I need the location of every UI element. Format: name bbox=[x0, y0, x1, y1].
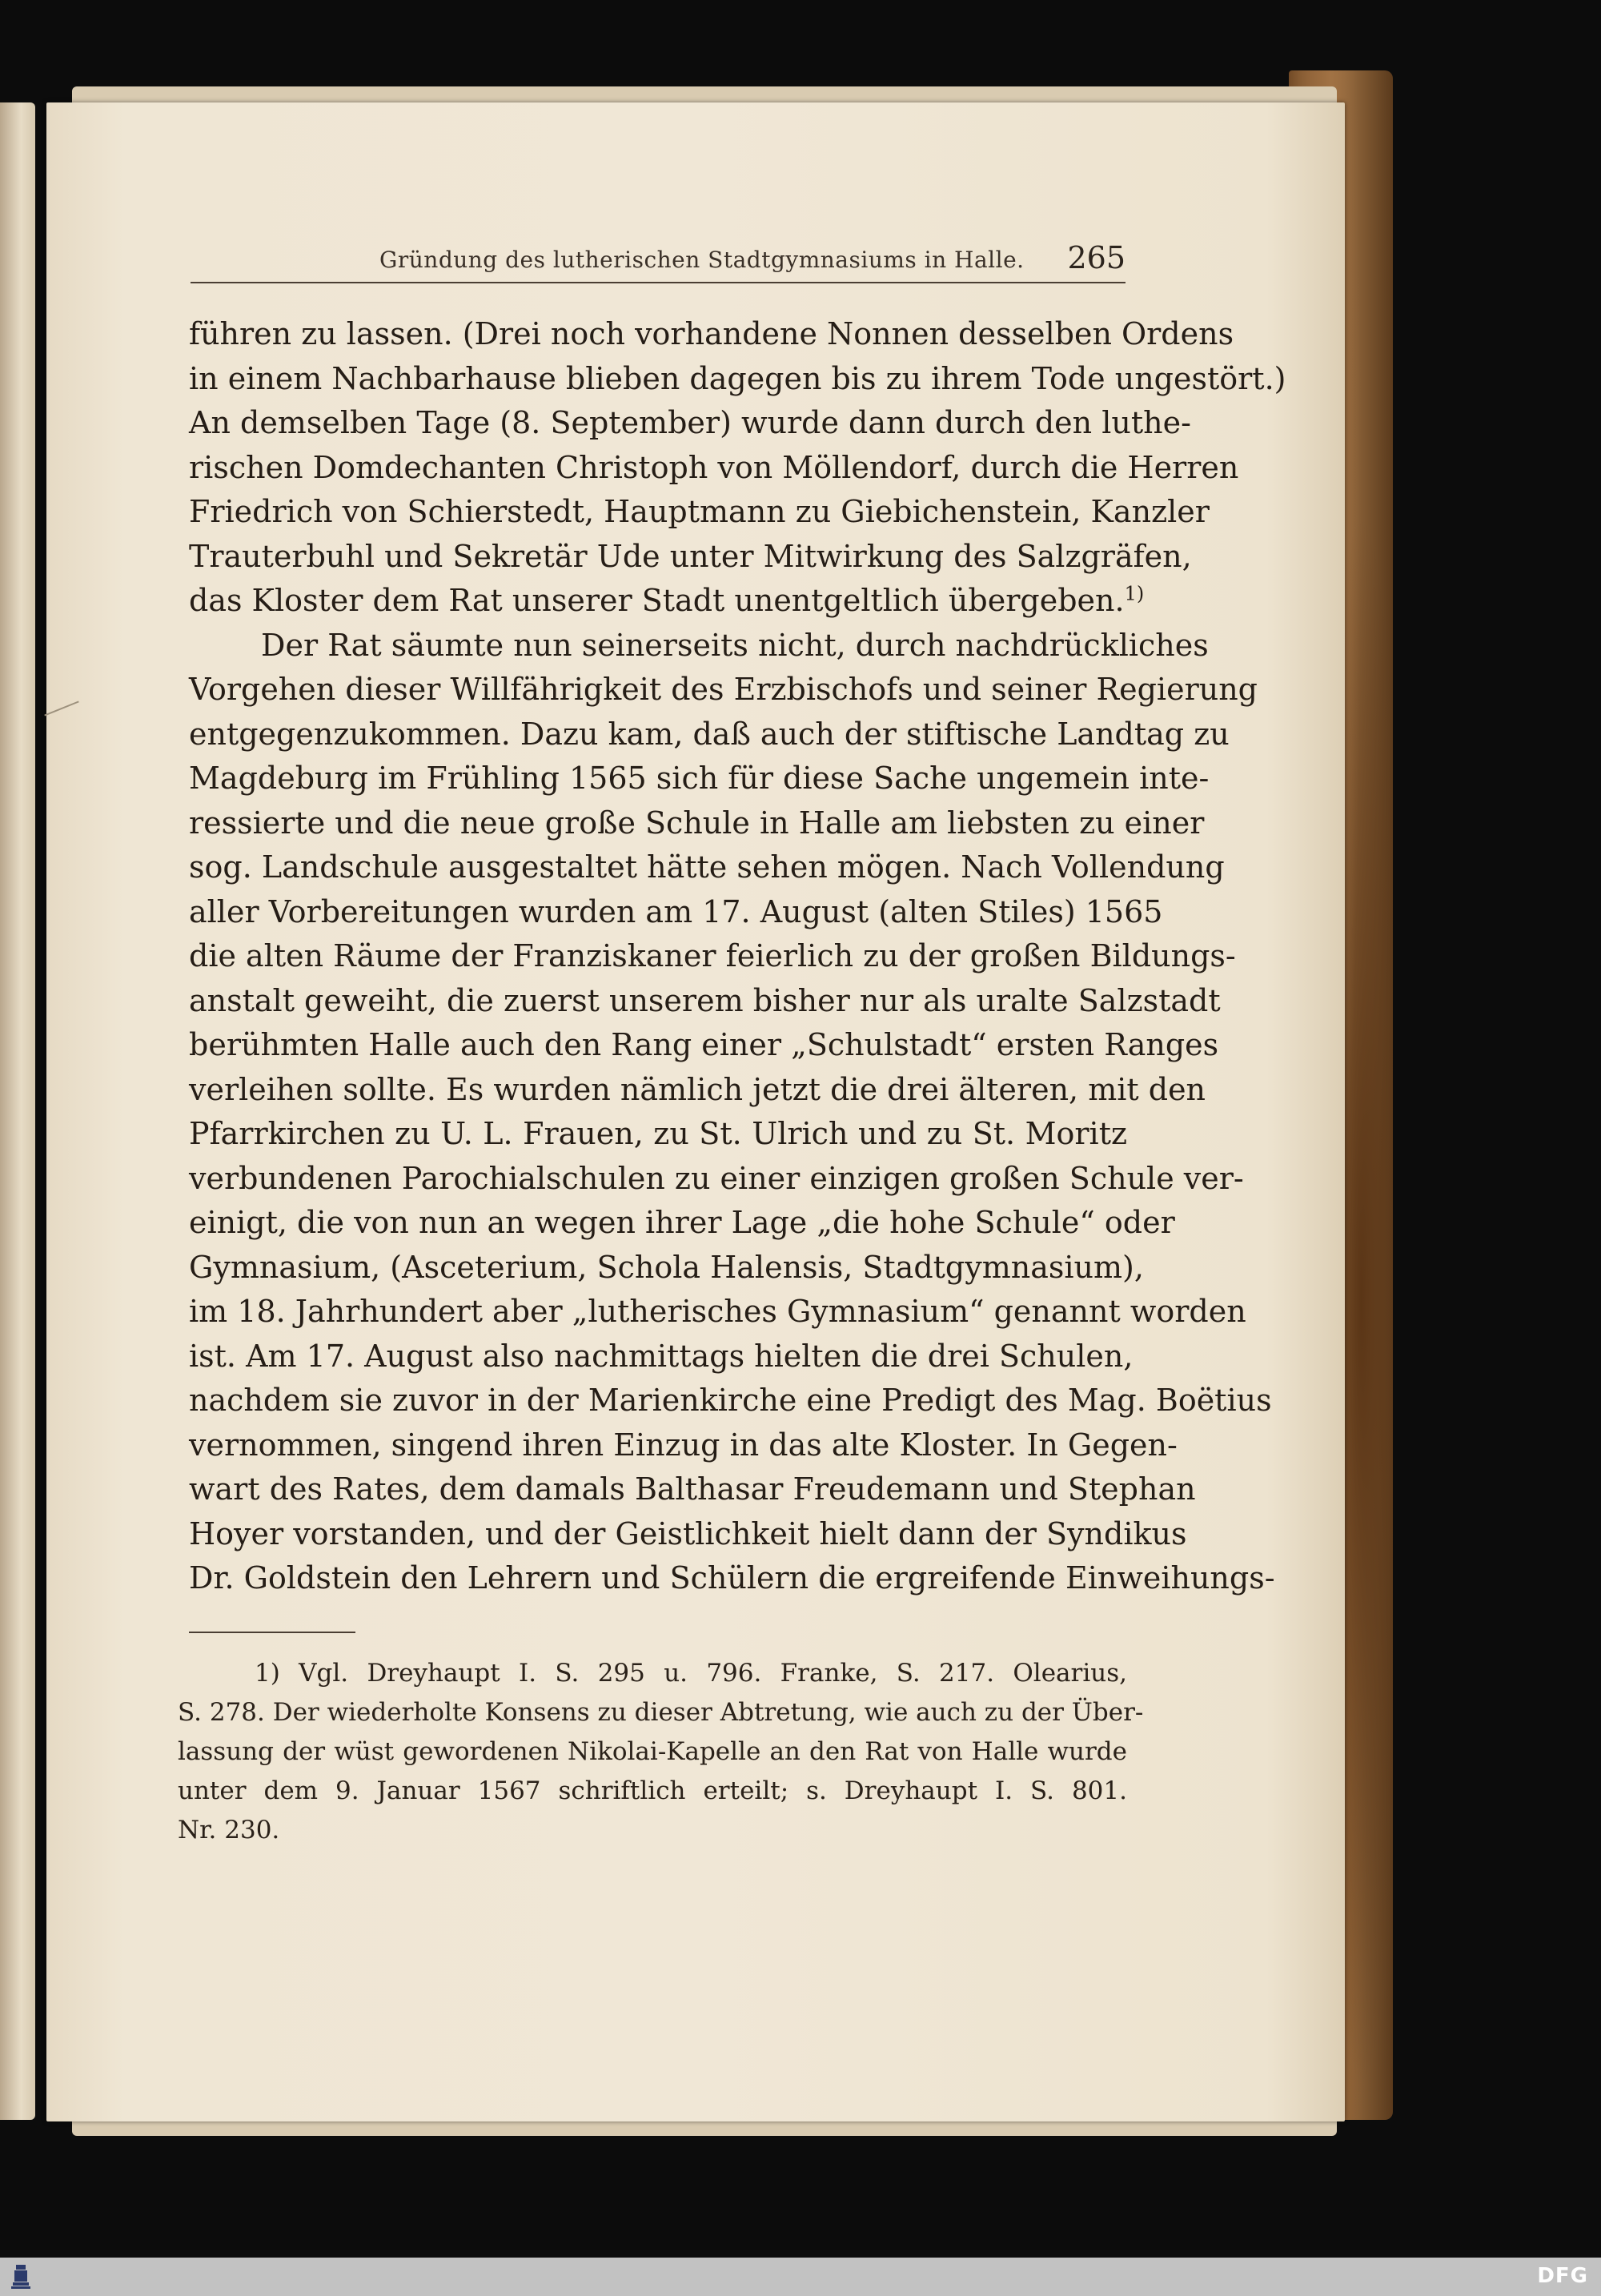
text-line: verbundenen Parochialschulen zu einer einzigen großen Schule ver- bbox=[189, 1160, 1244, 1196]
page-header bbox=[191, 237, 1126, 283]
footnote-line: S. 278. Der wiederholte Konsens zu dieser Abtretung, wie auch zu der Über- bbox=[178, 1698, 1144, 1727]
page-number: 265 bbox=[1067, 240, 1126, 275]
text-line: wart des Rates, dem damals Balthasar Freudemann und Stephan bbox=[189, 1471, 1196, 1507]
text-line: aller Vorbereitungen wurden am 17. August (alten Stiles) 1565 bbox=[189, 893, 1163, 929]
text-line-content: das Kloster dem Rat unserer Stadt unentgeltlich übergeben. bbox=[189, 583, 1125, 618]
text-line: anstalt geweiht, die zuerst unserem bisher nur als uralte Salzstadt bbox=[189, 982, 1221, 1018]
text-line: Trauterbuhl und Sekretär Ude unter Mitwirkung des Salzgräfen, bbox=[189, 538, 1192, 574]
text-line: Gymnasium, (Asceterium, Schola Halensis, Stadtgymnasium), bbox=[189, 1249, 1144, 1285]
text-line: im 18. Jahrhundert aber „lutherisches Gymnasium“ genannt worden bbox=[189, 1294, 1246, 1329]
footnote-line: unter dem 9. Januar 1567 schriftlich erteilt; s. Dreyhaupt I. S. 801. bbox=[178, 1776, 1127, 1805]
text-line: Vorgehen dieser Willfährigkeit des Erzbischofs und seiner Regierung bbox=[189, 672, 1258, 707]
text-line: ressierte und die neue große Schule in Halle am liebsten zu einer bbox=[189, 805, 1205, 841]
dfg-logo: DFG bbox=[1537, 2264, 1588, 2288]
main-text bbox=[189, 312, 1286, 1601]
text-line: die alten Räume der Franziskaner feierlich zu der großen Bildungs- bbox=[189, 938, 1236, 973]
text-line: verleihen sollte. Es wurden nämlich jetzt die drei älteren, mit den bbox=[189, 1071, 1206, 1107]
text-line: führen zu lassen. (Drei noch vorhandene Nonnen desselben Ordens bbox=[189, 316, 1234, 351]
text-line: Dr. Goldstein den Lehrern und Schülern die ergreifende Einweihungs- bbox=[189, 1560, 1275, 1596]
footnotes bbox=[178, 1654, 1144, 1850]
text-line: Der Rat säumte nun seinerseits nicht, durch nachdrückliches bbox=[261, 627, 1209, 663]
text-line: Magdeburg im Frühling 1565 sich für diese Sache ungemein inte- bbox=[189, 761, 1210, 796]
text-line-with-footnote-ref bbox=[189, 579, 1145, 624]
viewer-footer-bar bbox=[0, 2258, 1601, 2296]
text-line: vernommen, singend ihren Einzug in das alte Kloster. In Gegen- bbox=[189, 1427, 1178, 1463]
text-line: entgegenzukommen. Dazu kam, daß auch der stiftische Landtag zu bbox=[189, 716, 1230, 752]
footnote-line: Nr. 230. bbox=[178, 1816, 280, 1844]
text-line: Pfarrkirchen zu U. L. Frauen, zu St. Ulrich und zu St. Moritz bbox=[189, 1116, 1127, 1151]
text-line: Friedrich von Schierstedt, Hauptmann zu Giebichenstein, Kanzler bbox=[189, 494, 1210, 529]
footnote-line: 1) Vgl. Dreyhaupt I. S. 295 u. 796. Franke, S. 217. Olearius, bbox=[255, 1659, 1127, 1688]
text-line: ist. Am 17. August also nachmittags hielten die drei Schulen, bbox=[189, 1338, 1134, 1374]
footnote-reference: 1) bbox=[1124, 582, 1145, 605]
text-line: berühmten Halle auch den Rang einer „Schulstadt“ ersten Ranges bbox=[189, 1027, 1219, 1062]
text-line: nachdem sie zuvor in der Marienkirche eine Predigt des Mag. Boëtius bbox=[189, 1383, 1272, 1418]
footnote-divider bbox=[189, 1632, 355, 1633]
text-line: rischen Domdechanten Christoph von Möllendorf, durch die Herren bbox=[189, 449, 1239, 485]
previous-page-edge bbox=[0, 102, 35, 2120]
library-crest-icon bbox=[5, 2262, 37, 2291]
text-line: einigt, die von nun an wegen ihrer Lage „die hohe Schule“ oder bbox=[189, 1205, 1175, 1240]
running-title: Gründung des lutherischen Stadtgymnasiums in Halle. bbox=[379, 247, 1025, 273]
text-line: An demselben Tage (8. September) wurde dann durch den luthe- bbox=[189, 405, 1191, 440]
footnote-line: lassung der wüst gewordenen Nikolai-Kapelle an den Rat von Halle wurde bbox=[178, 1737, 1127, 1766]
text-line: sog. Landschule ausgestaltet hätte sehen mögen. Nach Vollendung bbox=[189, 849, 1225, 885]
text-line: Hoyer vorstanden, und der Geistlichkeit hielt dann der Syndikus bbox=[189, 1515, 1187, 1551]
text-line: in einem Nachbarhause blieben dagegen bis zu ihrem Tode ungestört.) bbox=[189, 360, 1286, 396]
